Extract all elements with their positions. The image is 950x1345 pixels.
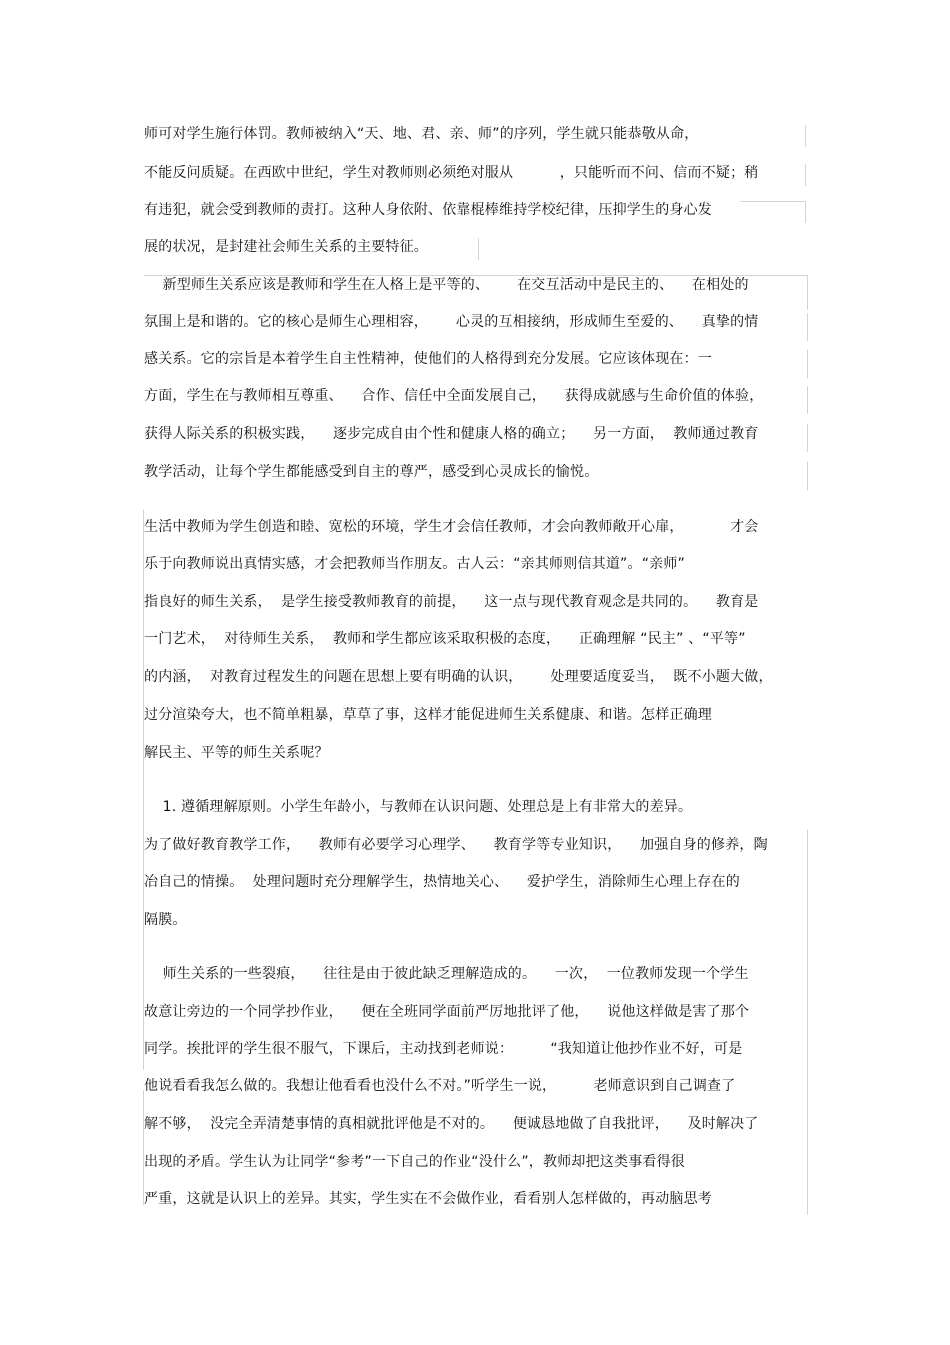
scan-rule — [807, 386, 808, 414]
scan-rule — [805, 125, 806, 147]
scan-rule — [807, 313, 808, 341]
text-line: 感关系。它的宗旨是本着学生自主性精神，使他们的人格得到充分发展。它应该体现在：一 — [144, 351, 712, 367]
text-line: 严重，这就是认识上的差异。其实，学生实在不会做作业，看看别人怎样做的，再动脑思考 — [144, 1191, 712, 1207]
scan-rule — [478, 238, 479, 260]
scan-rule — [805, 164, 806, 186]
text-line: 一门艺术， 对待师生关系， 教师和学生都应该采取积极的态度， 正确理解 “民主” 、“平等” — [144, 631, 746, 647]
text-line: 隔膜。 — [144, 912, 187, 928]
scan-rule — [807, 462, 808, 490]
text-line: 获得人际关系的积极实践， 逐步完成自由个性和健康人格的确立； 另一方面， 教师通过教育 — [144, 426, 759, 442]
text-line: 方面，学生在与教师相互尊重、 合作、信任中全面发展自己， 获得成就感与生命价值的体验， — [144, 388, 764, 404]
scan-rule — [807, 275, 808, 310]
text-line: 生活中教师为学生创造和睦、宽松的环境，学生才会信任教师，才会向教师敞开心扉， 才会 — [144, 519, 759, 535]
text-line: 不能反问质疑。在西欧中世纪，学生对教师则必须绝对服从 ，只能听而不问、信而不疑；稍 — [144, 165, 759, 181]
scan-rule — [805, 201, 806, 223]
scan-rule — [807, 830, 808, 1215]
text-line: 指良好的师生关系， 是学生接受教师教育的前提， 这一点与现代教育观念是共同的。 教育是 — [144, 594, 759, 610]
text-line: 解不够， 没完全弄清楚事情的真相就批评他是不对的。 便诚恳地做了自我批评， 及时解决了 — [144, 1116, 759, 1132]
scan-rule — [740, 201, 805, 202]
text-line: 新型师生关系应该是教师和学生在人格上是平等的、 在交互活动中是民主的、 在相处的 — [144, 277, 749, 293]
text-line: 展的状况，是封建社会师生关系的主要特征。 — [144, 239, 428, 255]
text-line: 1. 遵循理解原则。小学生年龄小，与教师在认识问题、处理总是上有非常大的差异。 — [144, 799, 693, 815]
text-line: 他说看看我怎么做的。我想让他看看也没什么不对。”听学生一说， 老师意识到自己调查了 — [144, 1078, 736, 1094]
text-line: 故意让旁边的一个同学抄作业， 便在全班同学面前严厉地批评了他， 说他这样做是害了那个 — [144, 1004, 750, 1020]
text-line: 为了做好教育教学工作， 教师有必要学习心理学、 教育学等专业知识， 加强自身的修养，陶 — [144, 837, 768, 853]
text-line: 过分渲染夸大，也不简单粗暴，草草了事，这样才能促进师生关系健康、和谐。怎样正确理 — [144, 707, 712, 723]
text-line: 出现的矛盾。学生认为让同学“参考”一下自己的作业“没什么”，教师却把这类事看得很 — [144, 1154, 686, 1170]
text-line: 解民主、平等的师生关系呢？ — [144, 745, 329, 761]
text-line: 有违犯，就会受到教师的责打。这种人身依附、依靠棍棒维持学校纪律，压抑学生的身心发 — [144, 202, 712, 218]
text-line: 教学活动，让每个学生都能感受到自主的尊严，感受到心灵成长的愉悦。 — [144, 464, 599, 480]
text-line: 氛围上是和谐的。它的核心是师生心理相容， 心灵的互相接纳，形成师生至爱的、 真挚的情 — [144, 314, 759, 330]
text-line: 师生关系的一些裂痕， 往往是由于彼此缺乏理解造成的。 一次， 一位教师发现一个学生 — [144, 966, 749, 982]
text-line: 冶自己的情操。 处理问题时充分理解学生，热情地关心、 爱护学生，消除师生心理上存在的 — [144, 874, 740, 890]
text-line: 乐于向教师说出真情实感，才会把教师当作朋友。古人云：“亲其师则信其道”。“亲师” — [144, 556, 686, 572]
text-line: 的内涵， 对教育过程发生的问题在思想上要有明确的认识， 处理要适度妥当， 既不小题大做， — [144, 669, 773, 685]
text-line: 同学。挨批评的学生很不服气，下课后，主动找到老师说： “我知道让他抄作业不好，可是 — [144, 1041, 743, 1057]
scan-rule — [807, 424, 808, 452]
text-line: 师可对学生施行体罚。教师被纳入“天、地、君、亲、师”的序列，学生就只能恭敬从命， — [144, 126, 699, 142]
scan-rule — [143, 1090, 144, 1205]
scan-rule — [807, 350, 808, 378]
